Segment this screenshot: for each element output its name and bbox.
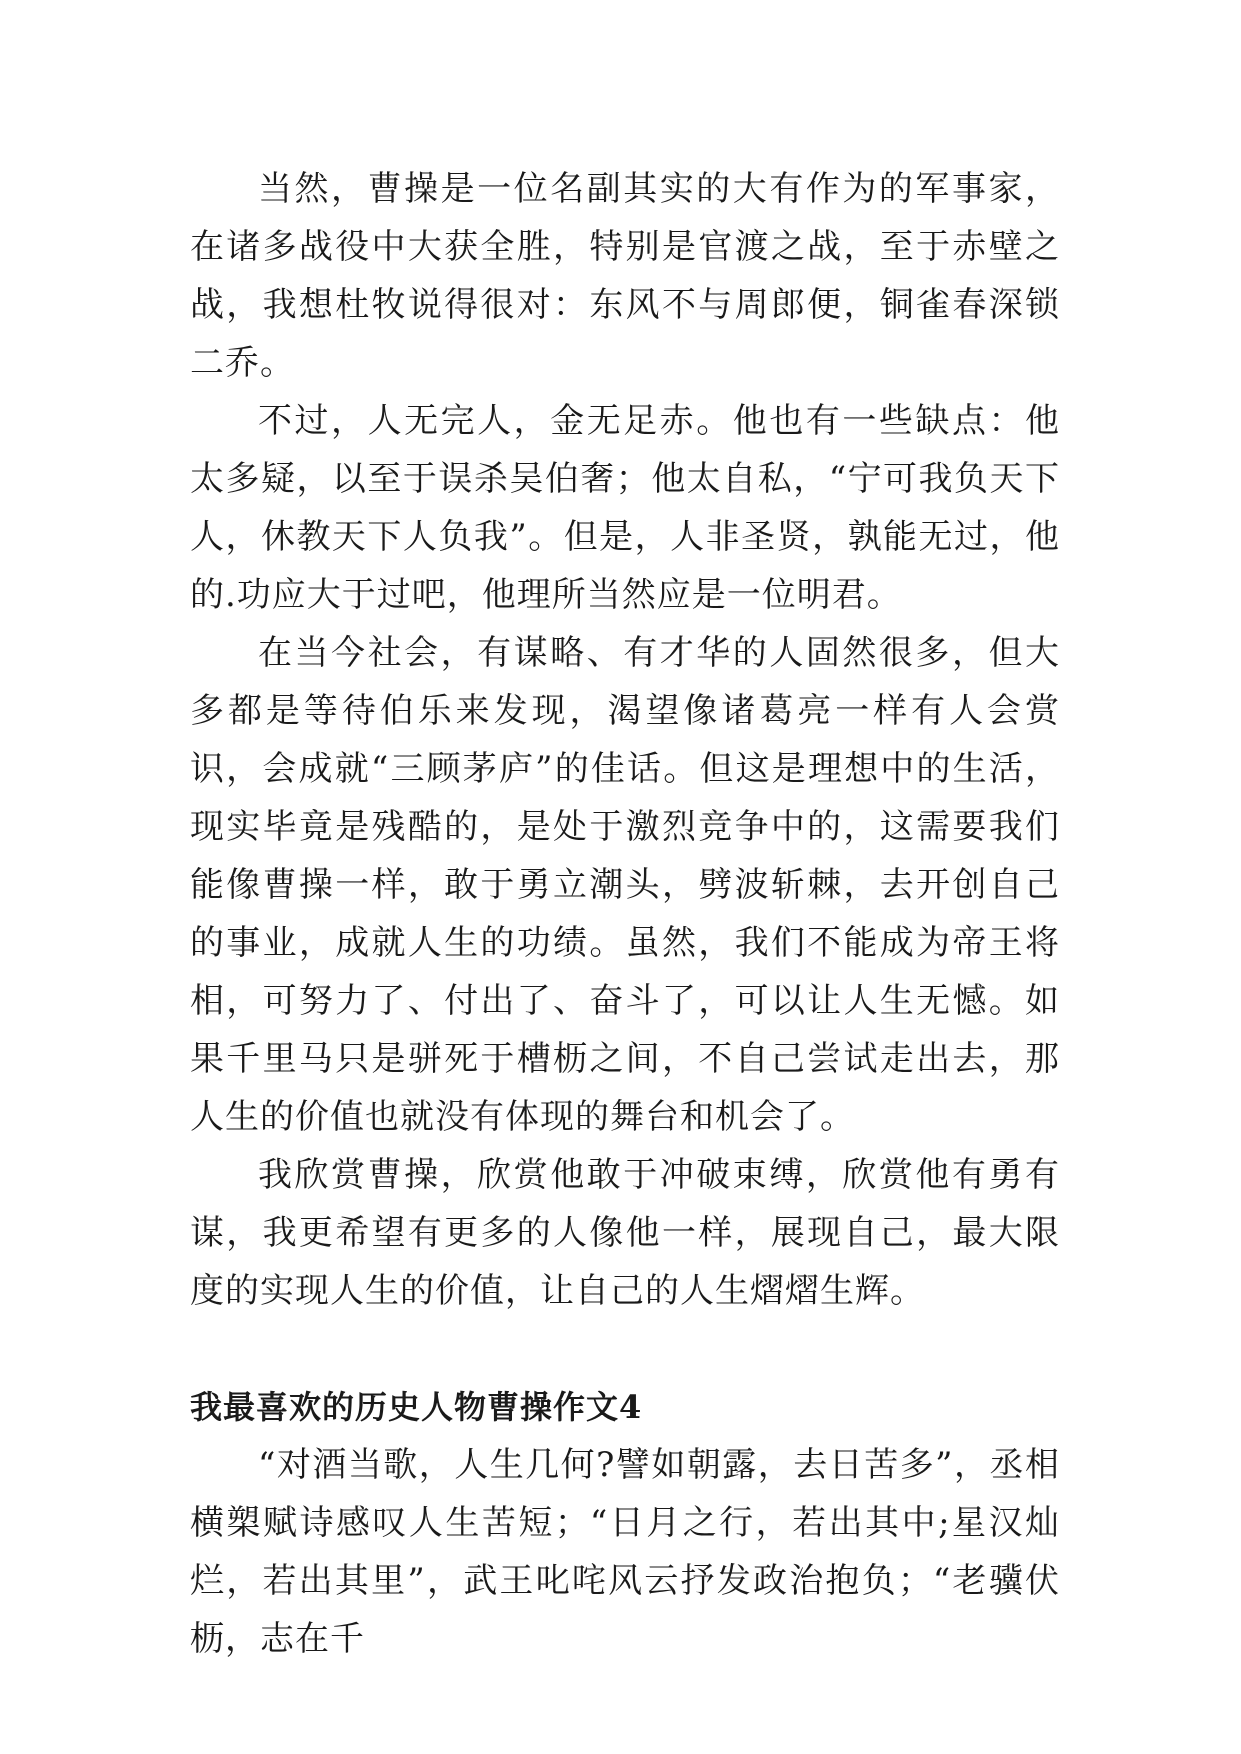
section-title: 我最喜欢的历史人物曹操作文4 [190,1388,643,1426]
paragraph-military: 当然，曹操是一位名副其实的大有作为的军事家，在诸多战役中大获全胜，特别是官渡之战，至于赤壁之战，我想杜牧说得很对：东风不与周郎便，铜雀春深锁二乔。 [190,169,1060,383]
paragraph-poems: “对酒当歌，人生几何?譬如朝露，去日苦多”，丞相横槊赋诗感叹人生苦短；“日月之行，若出其中;星汉灿烂，若出其里”，武王叱咤风云抒发政治抱负；“老骥伏枥，志在千 [190,1445,1060,1659]
document-page [190,160,1060,1668]
paragraph-society: 在当今社会，有谋略、有才华的人固然很多，但大多都是等待伯乐来发现，渴望像诸葛亮一样有人会赏识，会成就“三顾茅庐”的佳话。但这是理想中的生活，现实毕竟是残酷的，是处于激烈竞争中的，这需要我们能像曹操一样，敢于勇立潮头，劈波斩棘，去开创自己的事业，成就人生的功绩。虽然，我们不能成为帝王将相，可努力了、付出了、奋斗了，可以让人生无憾。如果千里马只是骈死于槽枥之间，不自己尝试走出去，那人生的价值也就没有体现的舞台和机会了。 [190,633,1060,1137]
paragraph-admiration: 我欣赏曹操，欣赏他敢于冲破束缚，欣赏他有勇有谋，我更希望有更多的人像他一样，展现自己，最大限度的实现人生的价值，让自己的人生熠熠生辉。 [190,1155,1060,1311]
paragraph-flaws: 不过，人无完人，金无足赤。他也有一些缺点：他太多疑，以至于误杀吴伯奢；他太自私，“宁可我负天下人，休教天下人负我”。但是，人非圣贤，孰能无过，他的.功应大于过吧，他理所当然应是一位明君。 [190,401,1060,615]
